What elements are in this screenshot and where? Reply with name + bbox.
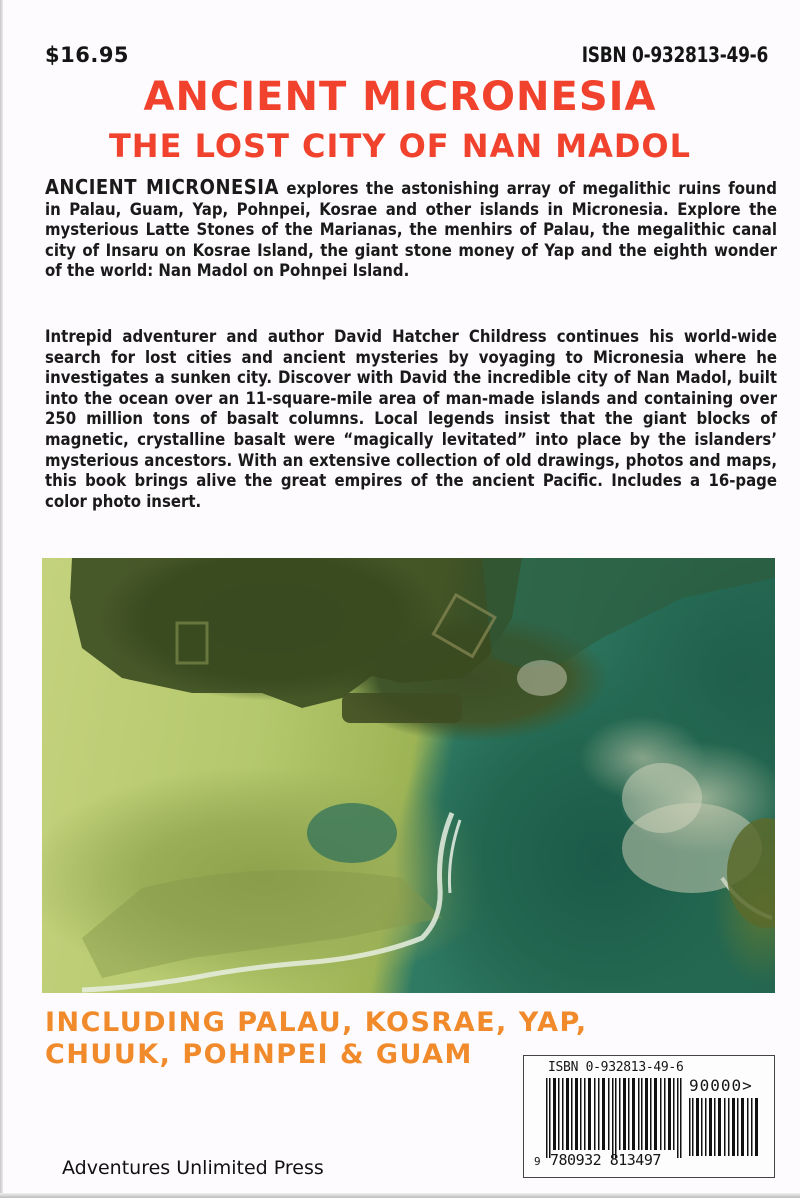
region-list <box>45 1007 588 1071</box>
aerial-photo-shapes <box>42 558 775 993</box>
isbn-label: ISBN 0-932813-49-6 <box>581 43 768 67</box>
book-title: ANCIENT MICRONESIA <box>143 74 657 120</box>
blurb-paragraph-2: Intrepid adventurer and author David Hatcher Childress continues his world-wide search for lost cities and ancient mysteries by voyaging to Micronesia where he investigates a sunken city. Discover with David the incredible city of Nan Madol, built into the ocean over an 11-square-mile area of man-made islands and containing over 250 million tons of basalt columns. Local legends insist that the giant blocks of magnetic, crystalline basalt were “magically levitated” into place by the islanders’ mysterious ancestors. With an extensive collection of old drawings, photos and maps, this book brings alive the great empires of the ancient Pacific. Includes a 16-page color photo insert. <box>45 327 777 511</box>
region-list-line-2: CHUUK, POHNPEI & GUAM <box>45 1039 473 1070</box>
blurb-lead-title: ANCIENT MICRONESIA <box>45 175 279 199</box>
barcode-addon-bars-icon <box>689 1098 759 1156</box>
barcode <box>523 1055 775 1178</box>
barcode-addon: 90000> <box>689 1076 753 1095</box>
book-subtitle: THE LOST CITY OF NAN MADOL <box>108 127 692 165</box>
region-list-line-1: INCLUDING PALAU, KOSRAE, YAP, <box>45 1007 588 1038</box>
price-label: $16.95 <box>45 43 130 67</box>
publisher-name: Adventures Unlimited Press <box>62 1157 324 1179</box>
blurb-paragraph-1-text: explores the astonishing array of megalithic ruins found in Palau, Guam, Yap, Pohnpei, Kosrae and other islands in Micronesia. Explore the mysterious Latte Stones of the Marianas, the menhirs of Palau, the megalithic canal city of Insaru on Kosrae Island, the giant stone money of Yap and the eighth wonder of the world: Nan Madol on Pohnpei Island. <box>45 179 777 281</box>
barcode-isbn: ISBN 0-932813-49-6 <box>548 1060 684 1075</box>
blurb-paragraph-1 <box>45 177 777 282</box>
barcode-digits: 780932 813497 <box>550 1151 661 1169</box>
barcode-bars-icon <box>546 1078 686 1158</box>
aerial-photo <box>42 558 775 993</box>
cover-bottom-edge <box>0 1193 800 1198</box>
cover-left-edge <box>0 0 3 1198</box>
barcode-lead-digit: 9 <box>534 1155 541 1168</box>
